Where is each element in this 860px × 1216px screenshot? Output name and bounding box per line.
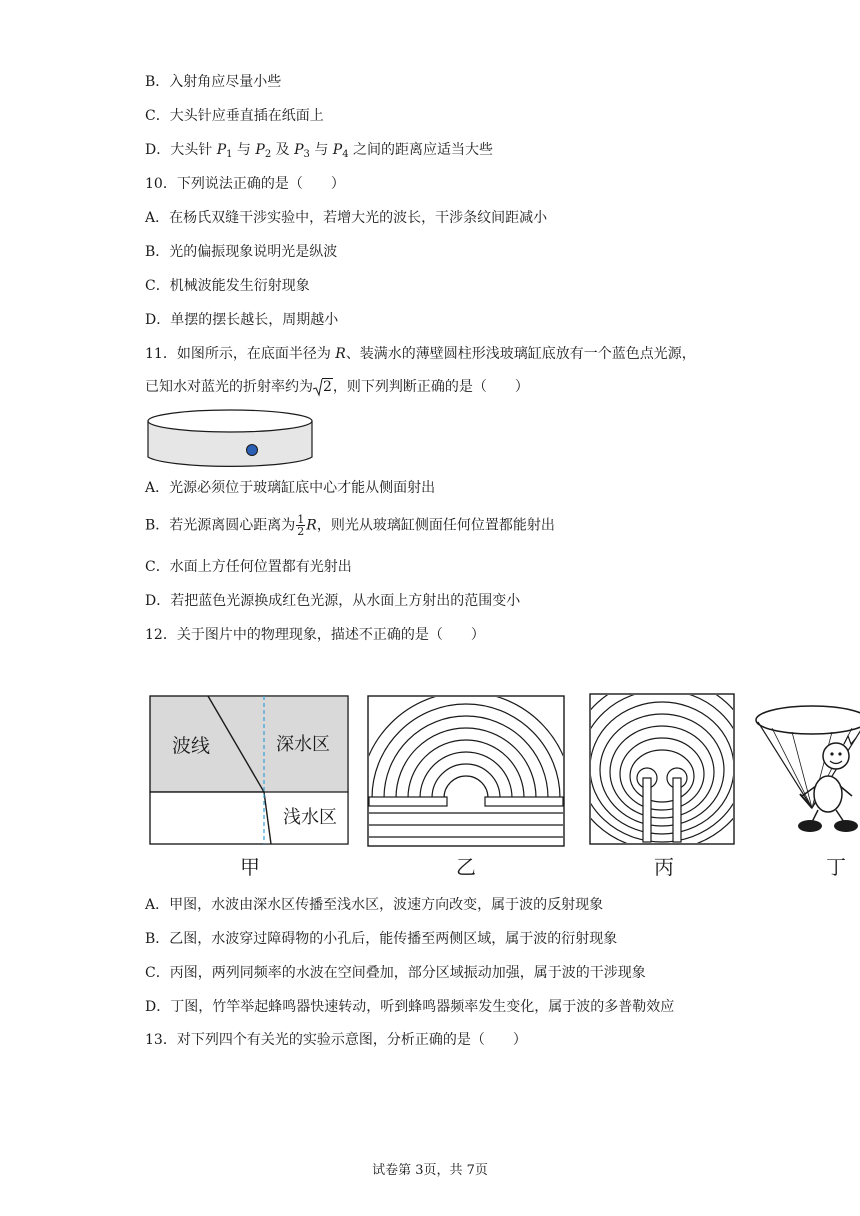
q10-option-d: D．单摆的摆长越长，周期越小 bbox=[145, 312, 339, 328]
q11-stem-line2: 已知水对蓝光的折射率约为 2，则下列判断正确的是（ ） bbox=[145, 379, 529, 395]
label-deep-water: 深水区 bbox=[276, 734, 330, 755]
figure-ding bbox=[752, 698, 860, 882]
page-footer: 试卷第 3页，共 7页 bbox=[372, 1163, 488, 1178]
q11-stem-line1: 11．如图所示，在底面半径为 R、装满水的薄壁圆柱形浅玻璃缸底放有一个蓝色点光源， bbox=[145, 346, 696, 362]
q12-option-b: B．乙图，水波穿过障碍物的小孔后，能传播至两侧区域，属于波的衍射现象 bbox=[145, 931, 618, 947]
shoe-right bbox=[834, 820, 858, 832]
source-rod-right bbox=[673, 778, 681, 842]
figure-yi bbox=[366, 694, 566, 880]
net-rim bbox=[756, 706, 860, 734]
label-shallow-water: 浅水区 bbox=[283, 807, 337, 828]
q10-option-c: C．机械波能发生衍射现象 bbox=[145, 278, 310, 294]
figure-jia bbox=[148, 694, 352, 880]
q11-option-c: C．水面上方任何位置都有光射出 bbox=[145, 559, 352, 575]
sqrt-symbol: 2 bbox=[313, 377, 333, 397]
q11-option-a: A．光源必须位于玻璃缸底中心才能从侧面射出 bbox=[145, 480, 436, 496]
q10-option-b: B．光的偏振现象说明光是纵波 bbox=[145, 244, 338, 260]
caption-ding: 丁 bbox=[826, 855, 846, 879]
character-body bbox=[814, 776, 842, 812]
fraction: $\frac{1}{2}$ bbox=[297, 513, 305, 538]
glass-tank-figure bbox=[140, 405, 320, 475]
q12-option-a: A．甲图，水波由深水区传播至浅水区，波速方向改变，属于波的反射现象 bbox=[145, 897, 604, 913]
label-wave-line: 波线 bbox=[172, 735, 211, 757]
caption-jia: 甲 bbox=[240, 855, 260, 879]
q11-option-d: D．若把蓝色光源换成红色光源，从水面上方射出的范围变小 bbox=[145, 593, 521, 609]
barrier-left bbox=[369, 797, 447, 806]
q9-option-b: B．入射角应尽量小些 bbox=[145, 74, 282, 90]
q10-stem: 10．下列说法正确的是（ ） bbox=[145, 176, 345, 192]
q12-option-c: C．丙图，两列同频率的水波在空间叠加，部分区域振动加强，属于波的干涉现象 bbox=[145, 965, 646, 981]
q12-option-d: D．丁图，竹竿举起蜂鸣器快速转动，听到蜂鸣器频率发生变化，属于波的多普勒效应 bbox=[145, 999, 675, 1015]
q11-option-b: B．若光源离圆心距离为 $\frac{1}{2}$ R，则光从玻璃缸侧面任何位置都能射出 bbox=[145, 513, 555, 538]
q9-option-d: D．大头针 $P_1$ 与 $P_2$ 及 $P_3$ 与 $P_4$ 之间的距离应适当大些 bbox=[145, 142, 494, 160]
q12-stem: 12．关于图片中的物理现象，描述不正确的是（ ） bbox=[145, 627, 485, 643]
caption-yi: 乙 bbox=[456, 855, 476, 879]
shoe-left bbox=[798, 820, 822, 832]
blue-light-source bbox=[247, 445, 258, 456]
figure-bing bbox=[588, 692, 736, 880]
source-rod-left bbox=[643, 778, 651, 842]
character-head bbox=[823, 743, 849, 769]
q9-option-c: C．大头针应垂直插在纸面上 bbox=[145, 108, 324, 124]
q13-stem: 13．对下列四个有关光的实验示意图，分析正确的是（ ） bbox=[145, 1032, 527, 1048]
q10-option-a: A．在杨氏双缝干涉实验中，若增大光的波长，干涉条纹间距减小 bbox=[145, 210, 548, 226]
barrier-right bbox=[485, 797, 563, 806]
tank-top bbox=[148, 410, 312, 432]
caption-bing: 丙 bbox=[654, 855, 674, 879]
